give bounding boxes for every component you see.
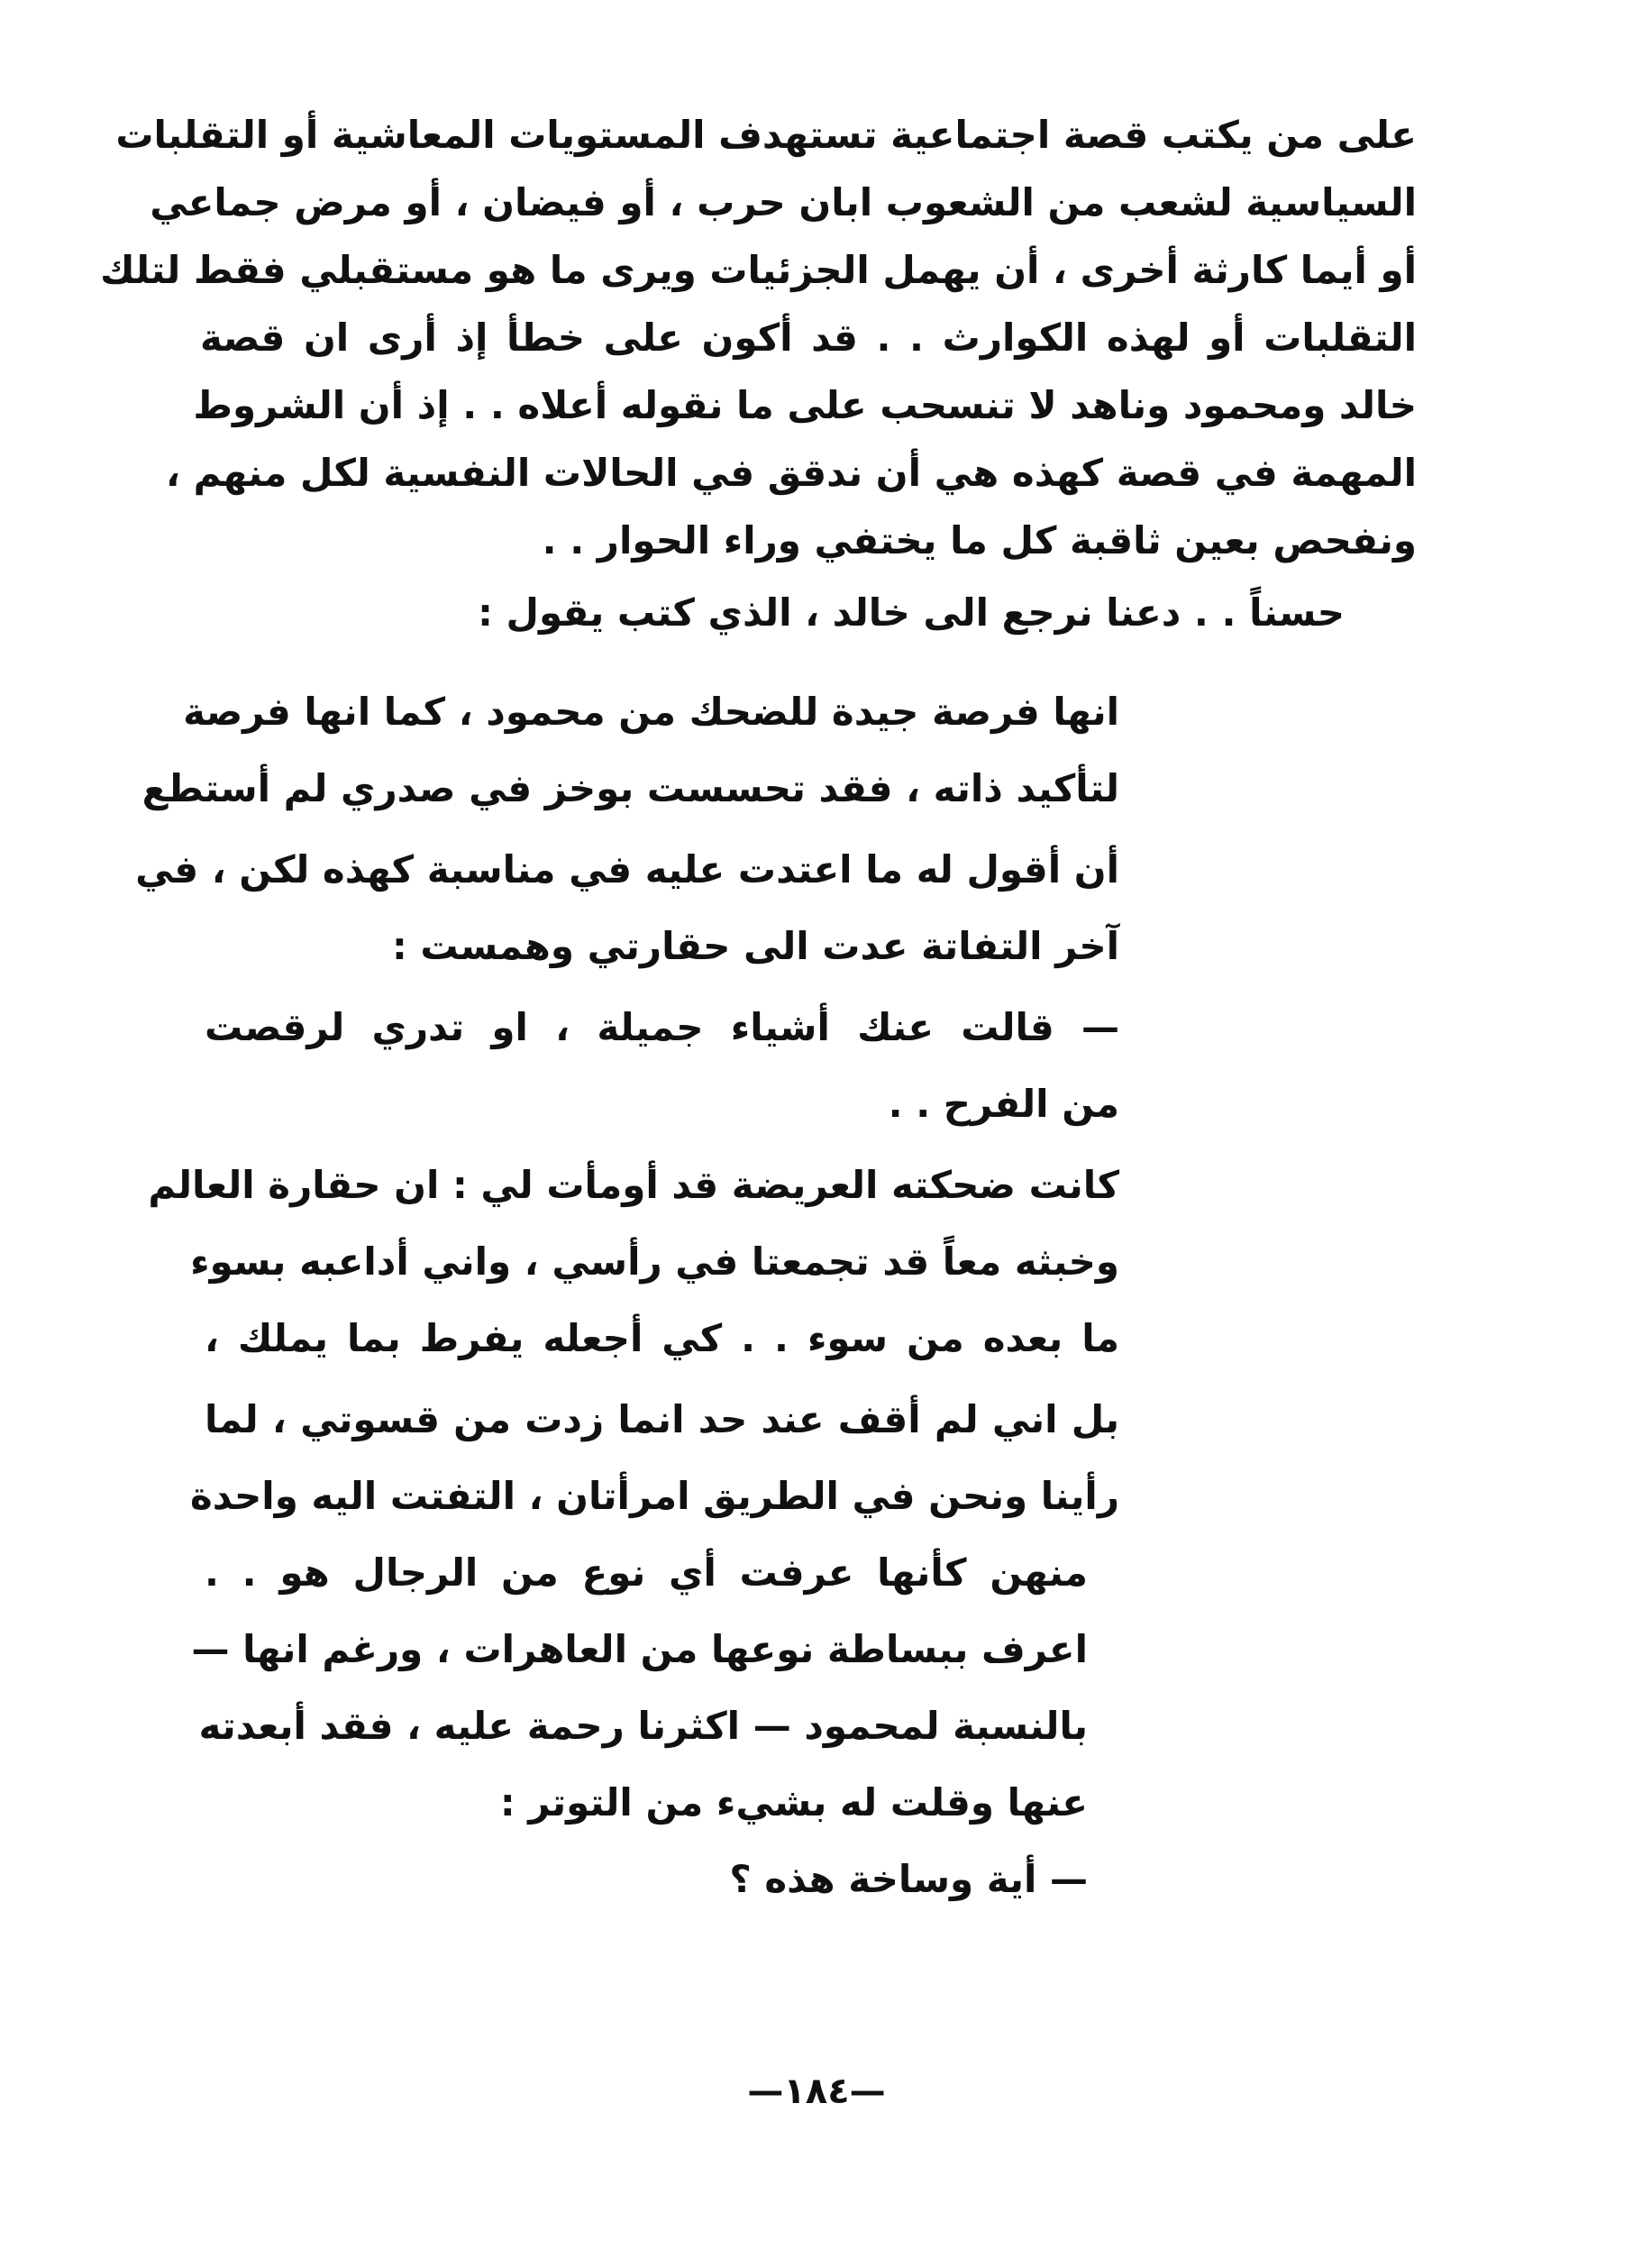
quote-line-8: وخبثه معاً قد تجمعتا في رأسي ، واني أداعبه بسوء [190,1239,1119,1284]
quote-indent-line-1: منهن كأنها عرفت أي نوع من الرجال هو . . [205,1550,1088,1595]
quote-indent-line-2: اعرف ببساطة نوعها من العاهرات ، ورغم انها — [191,1627,1088,1671]
intro-line-5: خالد ومحمود وناهد لا تنسحب على ما نقوله أعلاه . . إذ أن الشروط [193,383,1417,427]
quote-line-3: أن أقول له ما اعتدت عليه في مناسبة كهذه لكن ، في [135,847,1119,892]
quote-line-5: — قالت عنك أشياء جميلة ، او تدري لرقصت [205,1005,1119,1049]
quote-line-4: آخر التفاتة عدت الى حقارتي وهمست : [392,924,1119,968]
quote-line-7: كانت ضحكته العريضة قد أومأت لي : ان حقارة العالم [148,1163,1119,1207]
intro-line-1: على من يكتب قصة اجتماعية تستهدف المستويات المعاشية أو التقلبات [115,113,1417,157]
quote-line-9: ما بعده من سوء . . كي أجعله يفرط بما يملك ، [205,1316,1119,1360]
intro-line-7: ونفحص بعين ثاقبة كل ما يختفي وراء الحوار . . [542,518,1417,562]
quote-indent-line-5: — أية وساخة هذه ؟ [729,1857,1088,1901]
intro-line-6: المهمة في قصة كهذه هي أن ندقق في الحالات النفسية لكل منهم ، [166,451,1417,495]
quote-line-11: رأينا ونحن في الطريق امرأتان ، التفتت اليه واحدة [189,1474,1119,1518]
quote-indent-line-3: بالنسبة لمحمود — اكثرنا رحمة عليه ، فقد أبعدته [198,1704,1088,1748]
quote-line-10: بل اني لم أقف عند حد انما زدت من قسوتي ، لما [205,1397,1119,1441]
quote-indent-line-4: عنها وقلت له بشيء من التوتر : [499,1780,1088,1824]
quote-line-1: انها فرصة جيدة للضحك من محمود ، كما انها فرصة [183,690,1119,734]
intro-line-3: أو أيما كارثة أخرى ، أن يهمل الجزئيات ويرى ما هو مستقبلي فقط لتلك [100,248,1417,292]
quote-line-6: من الفرح . . [888,1082,1119,1126]
quote-line-2: لتأكيد ذاته ، فقد تحسست بوخز في صدري لم أستطع [141,766,1119,810]
intro-line-2: السياسية لشعب من الشعوب ابان حرب ، أو فيضان ، أو مرض جماعي [150,180,1417,224]
intro-line-4: التقلبات أو لهذه الكوارث . . قد أكون على خطأ إذ أرى ان قصة [200,316,1417,360]
page-number: —١٨٤— [747,2071,886,2112]
transition-line: حسناً . . دعنا نرجع الى خالد ، الذي كتب يقول : [478,590,1345,635]
